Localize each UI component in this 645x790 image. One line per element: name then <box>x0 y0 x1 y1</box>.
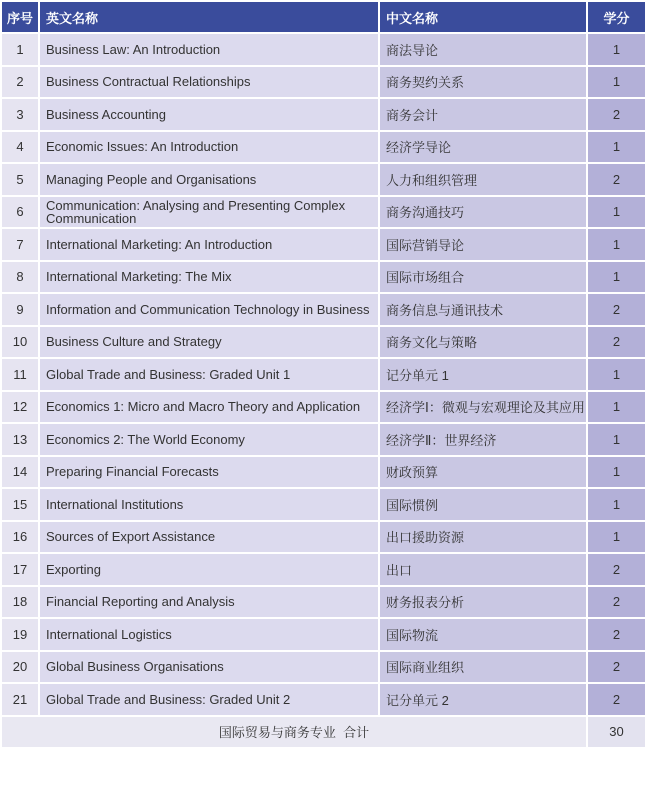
course-chinese-name: 经济学Ⅱ：世界经济 <box>379 423 587 456</box>
course-english-name: Global Business Organisations <box>39 651 379 684</box>
course-credit: 2 <box>587 618 645 651</box>
row-index: 17 <box>1 553 39 586</box>
row-index: 11 <box>1 358 39 391</box>
total-row <box>1 716 645 748</box>
course-english-name: Information and Communication Technology in Business <box>39 293 379 326</box>
table-row <box>1 488 645 521</box>
course-credit: 1 <box>587 521 645 554</box>
course-credit: 1 <box>587 423 645 456</box>
row-index: 7 <box>1 228 39 261</box>
course-english-name: International Marketing: The Mix <box>39 261 379 294</box>
table-row <box>1 358 645 391</box>
course-credit: 2 <box>587 553 645 586</box>
course-credit: 1 <box>587 196 645 229</box>
row-index: 20 <box>1 651 39 684</box>
table-row <box>1 456 645 489</box>
course-chinese-name: 人力和组织管理 <box>379 163 587 196</box>
course-credit: 2 <box>587 98 645 131</box>
row-index: 10 <box>1 326 39 359</box>
course-english-name: Business Culture and Strategy <box>39 326 379 359</box>
header-chinese: 中文名称 <box>379 1 587 33</box>
table-row <box>1 66 645 99</box>
course-credit: 1 <box>587 33 645 66</box>
course-chinese-name: 国际营销导论 <box>379 228 587 261</box>
course-chinese-name: 记分单元 2 <box>379 683 587 716</box>
course-chinese-name: 出口援助资源 <box>379 521 587 554</box>
header-index: 序号 <box>1 1 39 33</box>
header-credit: 学分 <box>587 1 645 33</box>
table-row <box>1 618 645 651</box>
row-index: 12 <box>1 391 39 424</box>
table-row <box>1 423 645 456</box>
row-index: 2 <box>1 66 39 99</box>
course-chinese-name: 出口 <box>379 553 587 586</box>
row-index: 13 <box>1 423 39 456</box>
course-english-name: Financial Reporting and Analysis <box>39 586 379 619</box>
course-english-name: Business Accounting <box>39 98 379 131</box>
course-english-name: Communication: Analysing and Presenting Complex Communication <box>39 196 379 229</box>
course-chinese-name: 商务契约关系 <box>379 66 587 99</box>
row-index: 8 <box>1 261 39 294</box>
table-row <box>1 651 645 684</box>
table-row <box>1 33 645 66</box>
course-credit: 1 <box>587 358 645 391</box>
row-index: 5 <box>1 163 39 196</box>
course-chinese-name: 经济学Ⅰ：微观与宏观理论及其应用 <box>379 391 587 424</box>
course-chinese-name: 财务报表分析 <box>379 586 587 619</box>
course-english-name: Exporting <box>39 553 379 586</box>
course-chinese-name: 商务会计 <box>379 98 587 131</box>
table-row <box>1 196 645 229</box>
course-english-name: International Logistics <box>39 618 379 651</box>
course-chinese-name: 国际物流 <box>379 618 587 651</box>
table-row <box>1 553 645 586</box>
header-row <box>1 1 645 33</box>
row-index: 18 <box>1 586 39 619</box>
course-credit: 2 <box>587 293 645 326</box>
row-index: 9 <box>1 293 39 326</box>
total-label: 国际贸易与商务专业 合计 <box>1 716 587 748</box>
row-index: 1 <box>1 33 39 66</box>
row-index: 19 <box>1 618 39 651</box>
course-credit: 1 <box>587 456 645 489</box>
course-english-name: International Marketing: An Introduction <box>39 228 379 261</box>
table-row <box>1 391 645 424</box>
course-credit: 1 <box>587 131 645 164</box>
table-row <box>1 521 645 554</box>
course-english-name: International Institutions <box>39 488 379 521</box>
course-credit: 2 <box>587 586 645 619</box>
course-english-name: Global Trade and Business: Graded Unit 1 <box>39 358 379 391</box>
course-english-name: Managing People and Organisations <box>39 163 379 196</box>
table-row <box>1 326 645 359</box>
course-credit: 2 <box>587 683 645 716</box>
course-chinese-name: 国际市场组合 <box>379 261 587 294</box>
row-index: 21 <box>1 683 39 716</box>
course-chinese-name: 国际商业组织 <box>379 651 587 684</box>
course-chinese-name: 财政预算 <box>379 456 587 489</box>
row-index: 4 <box>1 131 39 164</box>
course-chinese-name: 记分单元 1 <box>379 358 587 391</box>
table-row <box>1 261 645 294</box>
course-chinese-name: 商务沟通技巧 <box>379 196 587 229</box>
table-row <box>1 683 645 716</box>
course-credit: 1 <box>587 228 645 261</box>
table-row <box>1 131 645 164</box>
course-chinese-name: 商务文化与策略 <box>379 326 587 359</box>
course-credit: 2 <box>587 163 645 196</box>
table-row <box>1 163 645 196</box>
course-english-name: Business Contractual Relationships <box>39 66 379 99</box>
total-value: 30 <box>587 716 645 748</box>
table-row <box>1 98 645 131</box>
row-index: 14 <box>1 456 39 489</box>
course-credit: 1 <box>587 488 645 521</box>
course-english-name: Preparing Financial Forecasts <box>39 456 379 489</box>
course-credit: 1 <box>587 261 645 294</box>
table-row <box>1 586 645 619</box>
header-english: 英文名称 <box>39 1 379 33</box>
course-chinese-name: 经济学导论 <box>379 131 587 164</box>
course-chinese-name: 商法导论 <box>379 33 587 66</box>
course-credit: 1 <box>587 391 645 424</box>
course-english-name: Global Trade and Business: Graded Unit 2 <box>39 683 379 716</box>
course-chinese-name: 国际惯例 <box>379 488 587 521</box>
table-row <box>1 293 645 326</box>
course-english-name: Sources of Export Assistance <box>39 521 379 554</box>
row-index: 16 <box>1 521 39 554</box>
row-index: 15 <box>1 488 39 521</box>
course-credit: 1 <box>587 66 645 99</box>
course-credit: 2 <box>587 326 645 359</box>
row-index: 6 <box>1 196 39 229</box>
course-english-name: Economics 2: The World Economy <box>39 423 379 456</box>
course-english-name: Economic Issues: An Introduction <box>39 131 379 164</box>
course-chinese-name: 商务信息与通讯技术 <box>379 293 587 326</box>
table-row <box>1 228 645 261</box>
row-index: 3 <box>1 98 39 131</box>
course-english-name: Economics 1: Micro and Macro Theory and Application <box>39 391 379 424</box>
course-english-name: Business Law: An Introduction <box>39 33 379 66</box>
course-credit: 2 <box>587 651 645 684</box>
